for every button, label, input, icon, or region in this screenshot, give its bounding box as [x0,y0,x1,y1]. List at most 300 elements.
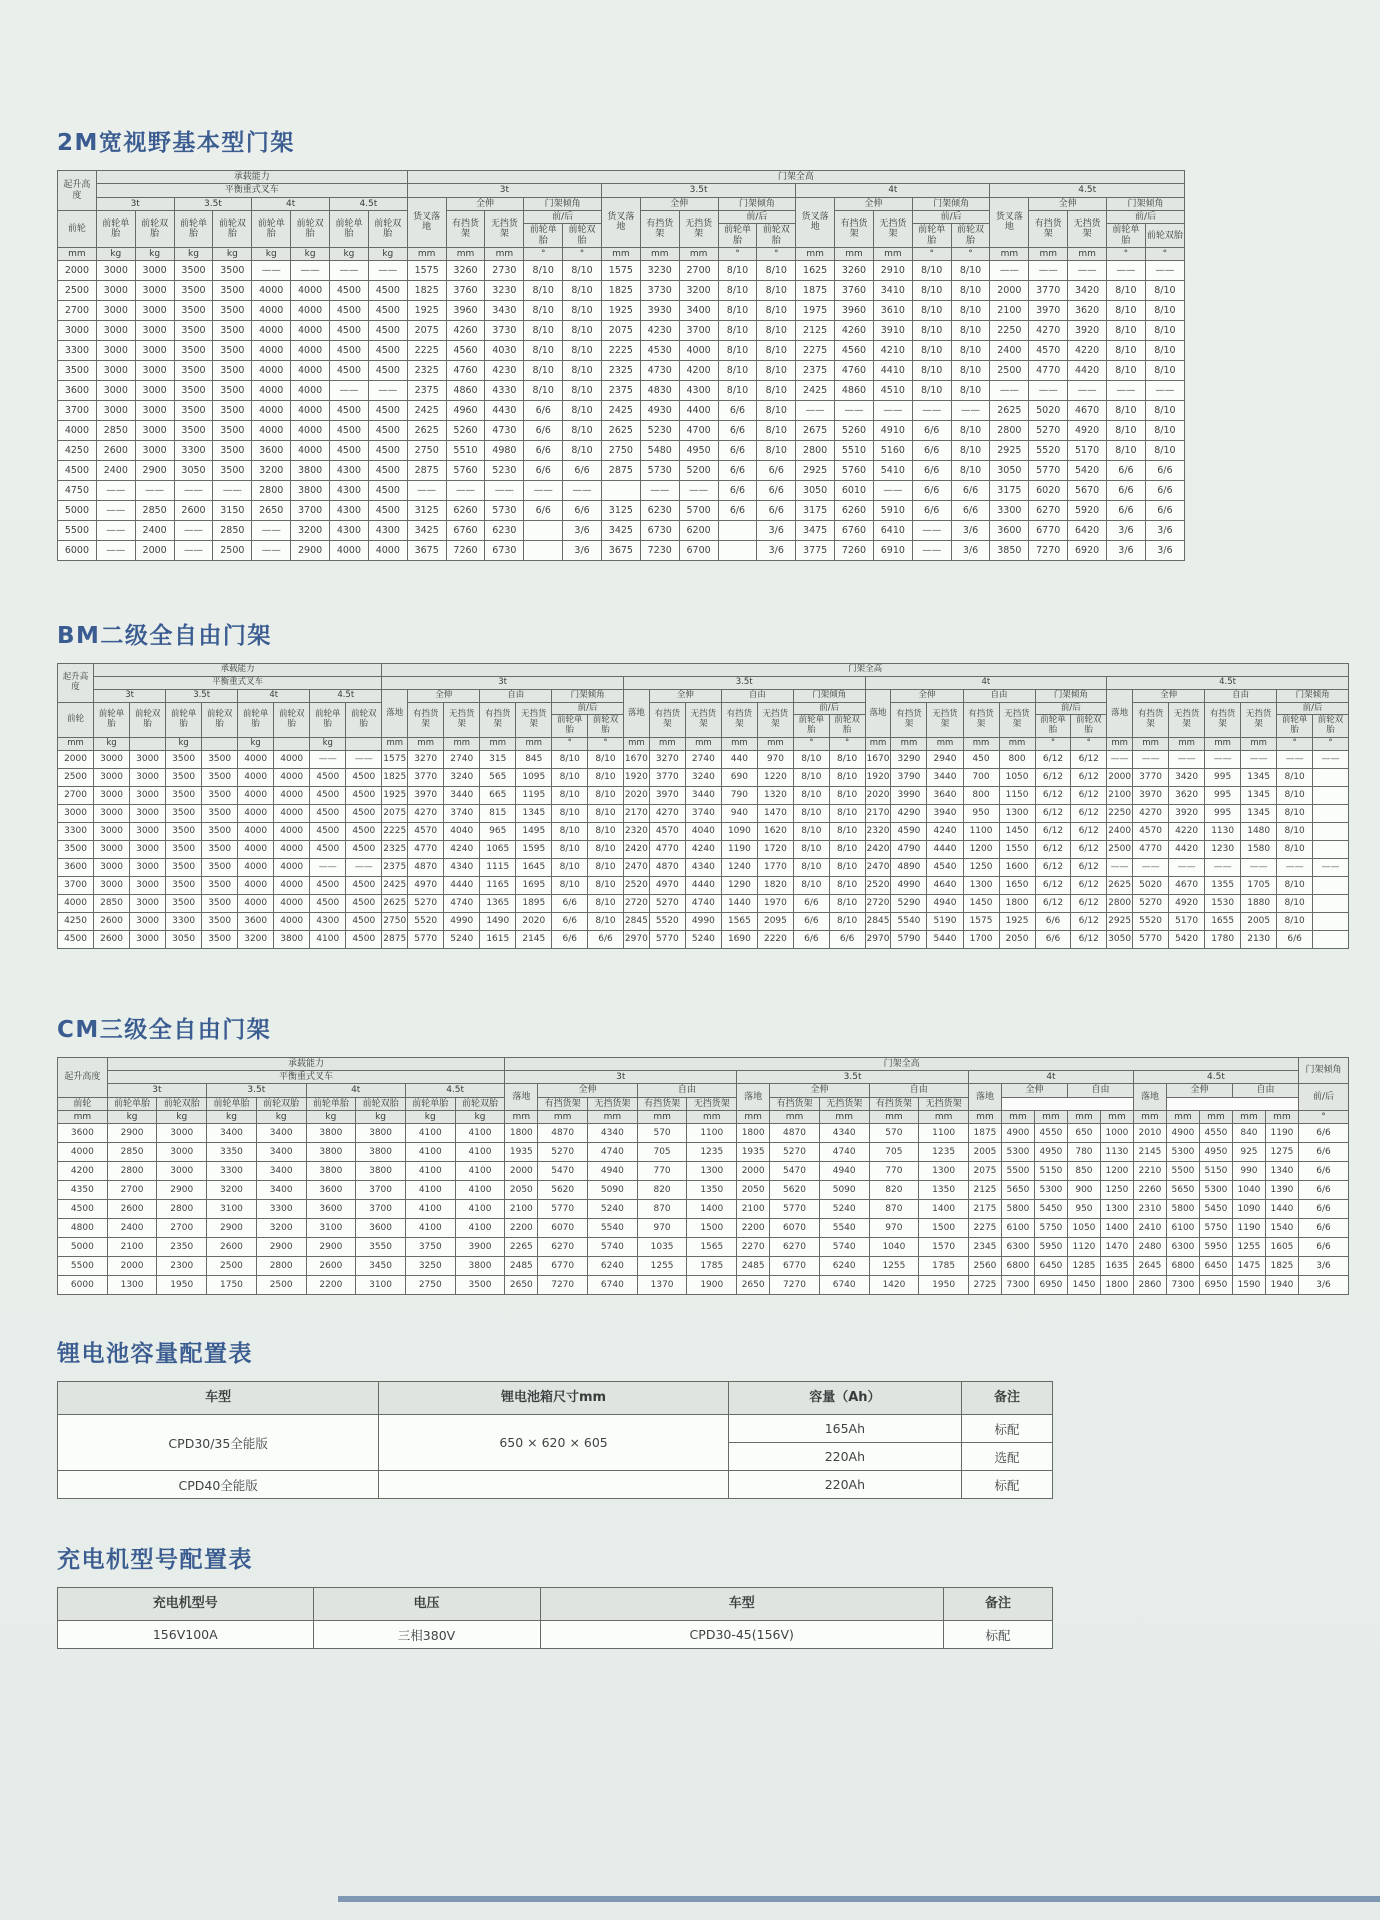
header-cell: mm [601,248,640,261]
data-cell [1312,804,1348,822]
data-cell: 4420 [1068,361,1107,381]
data-cell: 3500 [174,321,213,341]
header-cell: kg [135,248,174,261]
data-cell: —— [912,541,951,561]
header-cell: 有挡货架 [480,702,516,737]
data-cell: 6/6 [524,501,563,521]
header-row [58,677,1349,690]
header-cell: 前轮单胎 [252,211,291,248]
table-row [58,786,1349,804]
table-row [58,401,1185,421]
data-cell: 6/6 [563,501,602,521]
data-cell: 8/10 [829,894,865,912]
data-cell: 3500 [166,786,202,804]
data-cell: —— [1312,750,1348,768]
data-cell: 6/12 [1071,930,1107,948]
data-cell: 8/10 [757,321,796,341]
data-cell: 8/10 [563,301,602,321]
header-cell: kg [291,248,330,261]
data-cell: 4030 [485,341,524,361]
data-cell: 3500 [202,768,238,786]
data-cell: 3675 [407,541,446,561]
data-cell: 870 [637,1200,687,1219]
header-cell: mm [408,738,444,751]
data-cell: 3760 [446,281,485,301]
data-cell: 1970 [757,894,793,912]
data-cell: 6/6 [1145,501,1184,521]
data-cell: 4500 [330,361,369,381]
data-cell: 6260 [446,501,485,521]
data-cell: 2420 [865,840,891,858]
data-cell: 5510 [835,441,874,461]
data-cell: 1350 [919,1181,969,1200]
data-cell: 3600 [990,521,1029,541]
data-cell: 3930 [640,301,679,321]
header-cell: kg [174,248,213,261]
data-cell: 4340 [685,858,721,876]
data-cell: 1655 [1205,912,1241,930]
data-cell: 2300 [157,1257,207,1276]
header-cell: 3.5t [166,689,238,702]
data-cell: 4000 [291,301,330,321]
header-cell: 自由 [1232,1084,1298,1097]
data-cell: 8/10 [563,361,602,381]
data-cell: 3500 [213,281,252,301]
data-cell: 4970 [649,876,685,894]
data-cell: 1920 [623,768,649,786]
data-cell: 4980 [485,441,524,461]
data-cell: —— [873,481,912,501]
data-cell [1312,912,1348,930]
data-cell: 1090 [1232,1200,1265,1219]
header-cell: 无挡货架 [873,211,912,248]
data-cell: 8/10 [1277,876,1313,894]
header-cell: mm [623,738,649,751]
data-cell: 6/12 [1071,822,1107,840]
header-cell: 门架全高 [505,1057,1299,1070]
data-cell: 6/6 [1298,1143,1348,1162]
data-cell: 4000 [274,876,310,894]
header-cell: 4t [968,1071,1133,1084]
data-cell: 1800 [999,894,1035,912]
data-cell: 5770 [538,1200,588,1219]
data-cell: 690 [721,768,757,786]
header-cell: ° [1312,738,1348,751]
data-cell: 565 [480,768,516,786]
data-cell: 1780 [1205,930,1241,948]
header-cell: mm [1241,738,1277,751]
data-cell: 3200 [291,521,330,541]
data-cell: 4300 [368,521,407,541]
data-cell: 220Ah [728,1471,961,1499]
data-cell: 1365 [480,894,516,912]
header-cell: mm [1169,738,1205,751]
data-cell: 3500 [213,441,252,461]
data-cell: 1300 [1100,1200,1133,1219]
header-cell: 无挡货架 [819,1097,869,1110]
data-cell: —— [252,521,291,541]
table-row [58,461,1185,481]
data-cell: 2075 [968,1162,1001,1181]
data-cell: 3500 [213,361,252,381]
data-cell: 3000 [130,822,166,840]
header-cell: 门架倾角 [793,689,865,702]
data-cell: 6020 [1029,481,1068,501]
data-cell: 1650 [999,876,1035,894]
data-cell: 5150 [1199,1162,1232,1181]
data-cell: 1925 [999,912,1035,930]
header-cell: mm [685,738,721,751]
header-cell: 前轮单胎 [310,702,346,737]
data-cell: 3910 [873,321,912,341]
header-cell: mm [640,248,679,261]
data-cell: 3230 [640,261,679,281]
data-cell: 2720 [865,894,891,912]
data-cell: 6950 [1199,1276,1232,1295]
data-cell: 1290 [721,876,757,894]
data-cell: 3500 [202,930,238,948]
data-cell: 8/10 [588,750,624,768]
data-cell: 6/6 [1298,1219,1348,1238]
data-cell: 3500 [202,804,238,822]
data-cell: 3970 [649,786,685,804]
data-cell: 3500 [166,876,202,894]
data-cell: 3800 [356,1162,406,1181]
data-cell: 4350 [58,1181,108,1200]
data-cell: 4570 [1029,341,1068,361]
header-cell: mm [446,248,485,261]
data-cell: 4000 [238,876,274,894]
data-cell: 4270 [1133,804,1169,822]
header-cell: ° [793,738,829,751]
data-cell: 4000 [58,1143,108,1162]
data-cell: 4870 [770,1124,820,1143]
data-cell: 6/12 [1071,858,1107,876]
header-cell: 有挡货架 [1029,211,1068,248]
data-cell: 4560 [446,341,485,361]
header-cell: 前轮双胎 [1312,715,1348,738]
data-cell: 4300 [679,381,718,401]
data-cell: 5520 [1133,912,1169,930]
data-cell: 4230 [640,321,679,341]
data-cell: 5260 [835,421,874,441]
data-cell: 570 [637,1124,687,1143]
header-row [58,1588,1053,1621]
data-cell: 5730 [485,501,524,521]
data-cell: 5790 [891,930,927,948]
data-cell: 3000 [96,341,135,361]
data-cell: 选配 [961,1443,1052,1471]
data-cell: 5740 [588,1238,638,1257]
header-cell [274,738,310,751]
header-cell: 有挡货架 [835,211,874,248]
data-cell: 3700 [679,321,718,341]
data-cell: 3000 [94,840,130,858]
data-cell: 4960 [446,401,485,421]
data-cell: 4000 [238,858,274,876]
data-cell: 3600 [306,1181,356,1200]
table-row [58,301,1185,321]
data-cell: 2500 [207,1257,257,1276]
data-cell: 4740 [685,894,721,912]
data-cell: 5470 [770,1162,820,1181]
data-cell: 4000 [679,341,718,361]
data-cell: 4000 [274,894,310,912]
data-cell: 5240 [588,1200,638,1219]
data-cell: 4040 [685,822,721,840]
header-cell: 前轮双胎 [1071,715,1107,738]
header-cell: 前轮单胎 [238,702,274,737]
data-cell: —— [96,501,135,521]
data-cell: 3000 [130,804,166,822]
data-cell: 4240 [685,840,721,858]
data-cell: 5270 [1029,421,1068,441]
data-cell: 3/6 [563,521,602,541]
data-cell: 2850 [96,421,135,441]
data-cell: 6/6 [718,421,757,441]
data-cell: 3100 [207,1200,257,1219]
data-cell: 3800 [356,1124,406,1143]
data-cell: 5520 [649,912,685,930]
data-cell: 6700 [679,541,718,561]
data-cell: 8/10 [524,321,563,341]
data-cell: 1355 [1205,876,1241,894]
data-cell: 3970 [1133,786,1169,804]
data-cell: 8/10 [524,361,563,381]
header-cell: 前轮单胎 [524,224,563,248]
header-cell: 电压 [313,1588,540,1621]
table-row [58,541,1185,561]
header-cell: ° [718,248,757,261]
header-cell: ° [1298,1111,1348,1124]
data-cell: 1800 [737,1124,770,1143]
data-cell: 2675 [796,421,835,441]
data-cell: 2250 [990,321,1029,341]
data-cell: 6/6 [1145,481,1184,501]
data-cell: 3260 [446,261,485,281]
header-cell: mm [796,248,835,261]
header-row [58,664,1349,677]
data-cell: 2725 [968,1276,1001,1295]
data-cell: 2600 [306,1257,356,1276]
data-cell: 5480 [640,441,679,461]
data-cell: 1095 [516,768,552,786]
data-cell: 4000 [274,768,310,786]
data-cell: 3740 [685,804,721,822]
data-cell: 4300 [330,501,369,521]
data-cell: 2625 [407,421,446,441]
header-cell: 全伸 [1133,689,1205,702]
data-cell: 3960 [446,301,485,321]
data-cell: 4000 [58,894,94,912]
header-cell: 容量（Ah） [728,1382,961,1415]
data-cell: 4000 [58,421,97,441]
data-cell: 2850 [107,1143,157,1162]
data-cell: 4300 [310,912,346,930]
data-cell: 5700 [679,501,718,521]
header-cell: 前轮单胎 [1035,715,1071,738]
data-cell: 8/10 [951,441,990,461]
data-cell: 4740 [444,894,480,912]
data-cell: 3610 [873,301,912,321]
header-cell: mm [757,738,793,751]
data-cell: 4950 [1199,1143,1232,1162]
data-cell: 4000 [274,822,310,840]
header-cell: 货叉落地 [796,197,835,247]
data-cell: 4100 [455,1124,505,1143]
header-cell: 门架倾角 [1107,197,1185,210]
data-cell: 6/6 [552,912,588,930]
data-cell: —— [1205,858,1241,876]
data-cell: 标配 [961,1471,1052,1499]
data-cell: —— [291,261,330,281]
data-cell: —— [485,481,524,501]
header-cell: 有挡货架 [869,1097,919,1110]
data-cell: 5750 [1199,1219,1232,1238]
header-cell: 无挡货架 [999,702,1035,737]
data-cell: 3600 [356,1219,406,1238]
header-cell: 有挡货架 [408,702,444,737]
data-cell: 925 [1232,1143,1265,1162]
data-cell: 4970 [408,876,444,894]
data-cell: 3/6 [1298,1257,1348,1276]
header-cell: 全伸 [891,689,963,702]
data-cell: 8/10 [552,768,588,786]
data-cell: 3900 [455,1238,505,1257]
data-cell: 845 [516,750,552,768]
data-cell: —— [1107,261,1146,281]
header-cell: 无挡货架 [687,1097,737,1110]
data-cell: 3500 [174,381,213,401]
header-cell: 门架倾角 [1035,689,1107,702]
data-cell: 2100 [737,1200,770,1219]
data-cell: —— [96,521,135,541]
data-cell: 4500 [58,1200,108,1219]
data-cell: 3600 [58,381,97,401]
data-cell: 5520 [408,912,444,930]
header-cell: 3.5t [174,197,252,210]
data-cell: 4770 [1029,361,1068,381]
header-cell: mm [1133,738,1169,751]
data-cell: —— [1277,750,1313,768]
data-cell: 4240 [444,840,480,858]
data-cell: 2310 [1133,1200,1166,1219]
header-cell: 4t [238,689,310,702]
data-cell: 665 [480,786,516,804]
header-cell: mm [1067,1111,1100,1124]
data-cell: 6/6 [718,401,757,421]
data-cell: 4100 [455,1181,505,1200]
data-cell: 3425 [601,521,640,541]
data-cell: 4000 [238,750,274,768]
data-cell: 2520 [865,876,891,894]
data-cell: 995 [1205,786,1241,804]
data-cell: 6/6 [718,461,757,481]
header-cell: ° [552,738,588,751]
data-cell: 5540 [819,1219,869,1238]
header-cell: kg [166,738,202,751]
data-cell: 3760 [835,281,874,301]
data-cell: 5770 [408,930,444,948]
data-cell: 2800 [1107,894,1133,912]
data-cell: 1250 [963,858,999,876]
header-cell: 前轮双胎 [829,715,865,738]
header-cell: ° [1035,738,1071,751]
header-cell: mm [58,738,94,751]
data-cell: 6/6 [757,481,796,501]
data-cell: 1530 [1205,894,1241,912]
data-cell: 2320 [623,822,649,840]
header-cell: 无挡货架 [919,1097,969,1110]
data-cell: 4740 [819,1143,869,1162]
data-cell: 3500 [202,750,238,768]
data-cell: 4000 [274,804,310,822]
data-cell: 3000 [135,381,174,401]
data-cell: 3700 [58,876,94,894]
data-cell: 8/10 [951,261,990,281]
data-cell: 5200 [679,461,718,481]
data-cell: 7270 [538,1276,588,1295]
data-cell: 2650 [505,1276,538,1295]
data-cell: 4930 [640,401,679,421]
header-cell: 3t [505,1071,737,1084]
data-cell: 3125 [601,501,640,521]
data-cell: 650 × 620 × 605 [379,1415,729,1471]
header-cell: 落地 [865,689,891,737]
data-cell: 4100 [455,1200,505,1219]
data-cell: 2200 [306,1276,356,1295]
data-cell: —— [1107,858,1133,876]
data-cell: 4940 [819,1162,869,1181]
data-cell: 4500 [368,281,407,301]
data-cell: 1470 [757,804,793,822]
data-cell: 3000 [135,281,174,301]
header-cell: 前轮 [58,1097,108,1110]
data-cell: 3000 [157,1162,207,1181]
data-cell: 3/6 [563,541,602,561]
data-cell: —— [330,381,369,401]
data-cell: 5540 [891,912,927,930]
data-cell: 8/10 [757,361,796,381]
data-cell: 3100 [306,1219,356,1238]
data-cell: 2375 [601,381,640,401]
data-cell: 2020 [516,912,552,930]
data-cell: 3500 [213,321,252,341]
data-cell: 2100 [1107,786,1133,804]
data-cell: 4270 [649,804,685,822]
data-cell: 6/12 [1035,876,1071,894]
data-cell: —— [873,401,912,421]
data-cell: 2700 [679,261,718,281]
data-cell: 3100 [356,1276,406,1295]
data-cell: 8/10 [563,261,602,281]
data-cell: 8/10 [912,261,951,281]
data-cell: 5760 [446,461,485,481]
data-cell: 3500 [58,840,94,858]
data-cell: 1300 [919,1162,969,1181]
header-cell: 起升高度 [58,664,94,702]
header-cell: mm [1029,248,1068,261]
data-cell: 705 [637,1143,687,1162]
data-cell: 1035 [637,1238,687,1257]
data-cell: 1340 [1265,1162,1298,1181]
data-cell: 6/6 [912,501,951,521]
data-cell: 2800 [107,1162,157,1181]
data-cell: 6/6 [1298,1181,1348,1200]
data-cell: 4500 [310,894,346,912]
data-cell: 8/10 [757,341,796,361]
data-cell: 156V100A [58,1621,314,1649]
